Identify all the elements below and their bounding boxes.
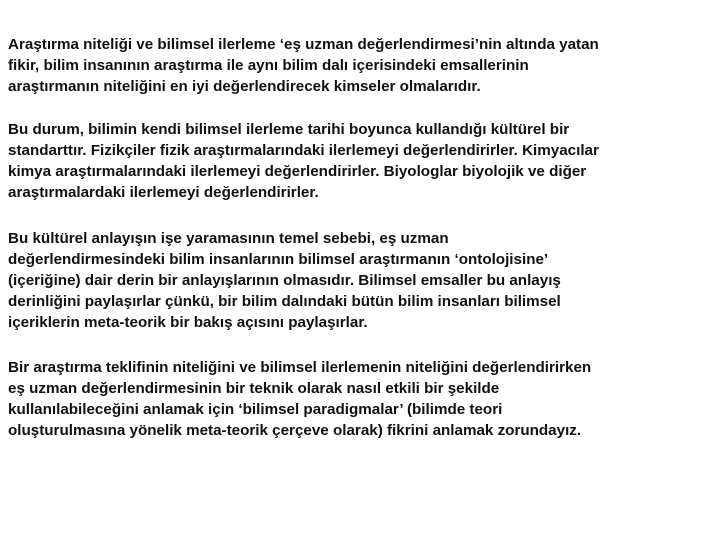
paragraph-4-line-2: eş uzman değerlendirmesinin bir teknik olarak nasıl etkili bir şekilde xyxy=(8,380,500,397)
paragraph-4-line-4: oluşturulmasına yönelik meta-teorik çerçeve olarak) fikrini anlamak zorundayız. xyxy=(8,422,582,439)
paragraph-3-line-3: (içeriğine) dair derin bir anlayışlarının olmasıdır. Bilimsel emsaller bu anlayış xyxy=(8,272,561,289)
paragraph-2 xyxy=(8,119,714,203)
paragraph-2-line-2: standarttır. Fizikçiler fizik araştırmalarındaki ilerlemeyi değerlendirirler. Kimyacılar xyxy=(8,142,599,159)
paragraph-1-line-1: Araştırma niteliği ve bilimsel ilerleme ‘eş uzman değerlendirmesi’nin altında yatan xyxy=(8,36,599,53)
paragraph-2-line-3: kimya araştırmalarındaki ilerlemeyi değerlendirirler. Biyologlar biyolojik ve diğer xyxy=(8,163,587,180)
paragraph-3 xyxy=(8,228,714,333)
paragraph-3-line-2: değerlendirmesindeki bilim insanlarının bilimsel araştırmanın ‘ontolojisine’ xyxy=(8,251,549,268)
paragraph-3-line-1: Bu kültürel anlayışın işe yaramasının temel sebebi, eş uzman xyxy=(8,230,449,247)
paragraph-1-line-2: fikir, bilim insanının araştırma ile aynı bilim dalı içerisindeki emsallerinin xyxy=(8,57,529,74)
paragraph-1-line-3: araştırmanın niteliğini en iyi değerlendirecek kimseler olmalarıdır. xyxy=(8,78,481,95)
paragraph-4 xyxy=(8,357,714,441)
paragraph-2-line-1: Bu durum, bilimin kendi bilimsel ilerleme tarihi boyunca kullandığı kültürel bir xyxy=(8,121,570,138)
paragraph-2-line-4: araştırmalardaki ilerlemeyi değerlendirirler. xyxy=(8,184,319,201)
paragraph-3-line-4: derinliğini paylaşırlar çünkü, bir bilim dalındaki bütün bilim insanları bilimsel xyxy=(8,293,561,310)
paragraph-1 xyxy=(8,34,714,97)
paragraph-4-line-1: Bir araştırma teklifinin niteliğini ve bilimsel ilerlemenin niteliğini değerlendirirken xyxy=(8,359,592,376)
paragraph-4-line-3: kullanılabileceğini anlamak için ‘bilimsel paradigmalar’ (bilimde teori xyxy=(8,401,503,418)
paragraph-3-line-5: içeriklerin meta-teorik bir bakış açısını paylaşırlar. xyxy=(8,314,368,331)
